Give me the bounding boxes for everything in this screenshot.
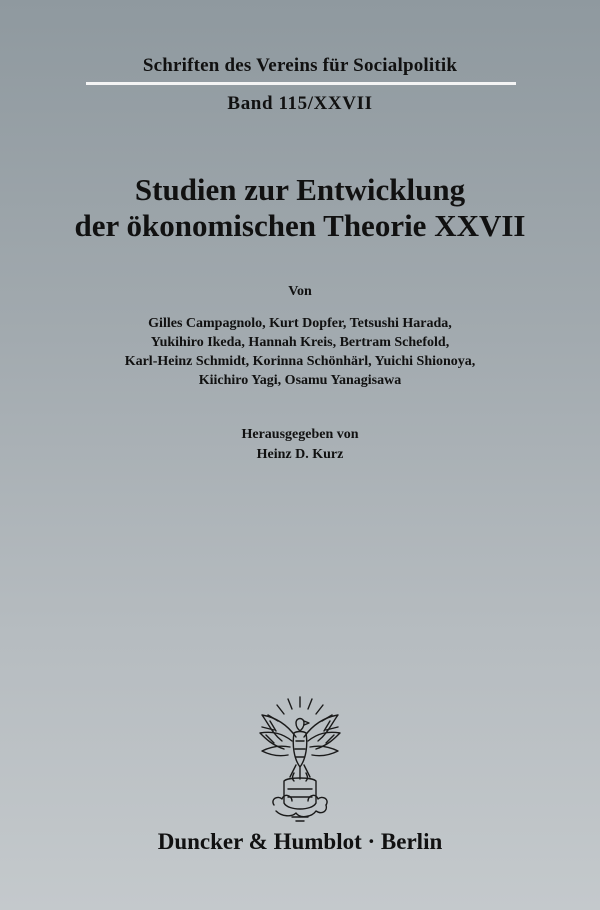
author-line: Kiichiro Yagi, Osamu Yanagisawa xyxy=(198,373,402,388)
editor-name: Heinz D. Kurz xyxy=(256,447,344,462)
author-line: Karl-Heinz Schmidt, Korinna Schönhärl, Yuichi Shionoya, xyxy=(124,354,476,369)
series-title: Schriften des Vereins für Socialpolitik xyxy=(142,55,458,76)
volume-number: Band 115/XXVII xyxy=(227,93,373,114)
publisher-line: Duncker & Humblot · Berlin xyxy=(157,829,443,854)
by-label: Von xyxy=(288,284,312,299)
book-title-line: der ökonomischen Theorie XXVII xyxy=(74,208,526,243)
series-divider xyxy=(86,82,516,85)
eagle-publisher-emblem-icon xyxy=(252,693,348,825)
edited-by-label: Herausgegeben von xyxy=(241,427,359,442)
author-line: Yukihiro Ikeda, Hannah Kreis, Bertram Schefold, xyxy=(150,335,450,350)
author-list xyxy=(0,314,600,390)
editor-block xyxy=(0,425,600,465)
book-title-line: Studien zur Entwicklung xyxy=(134,172,466,207)
author-line: Gilles Campagnolo, Kurt Dopfer, Tetsushi Harada, xyxy=(148,316,452,331)
book-title xyxy=(0,172,600,244)
